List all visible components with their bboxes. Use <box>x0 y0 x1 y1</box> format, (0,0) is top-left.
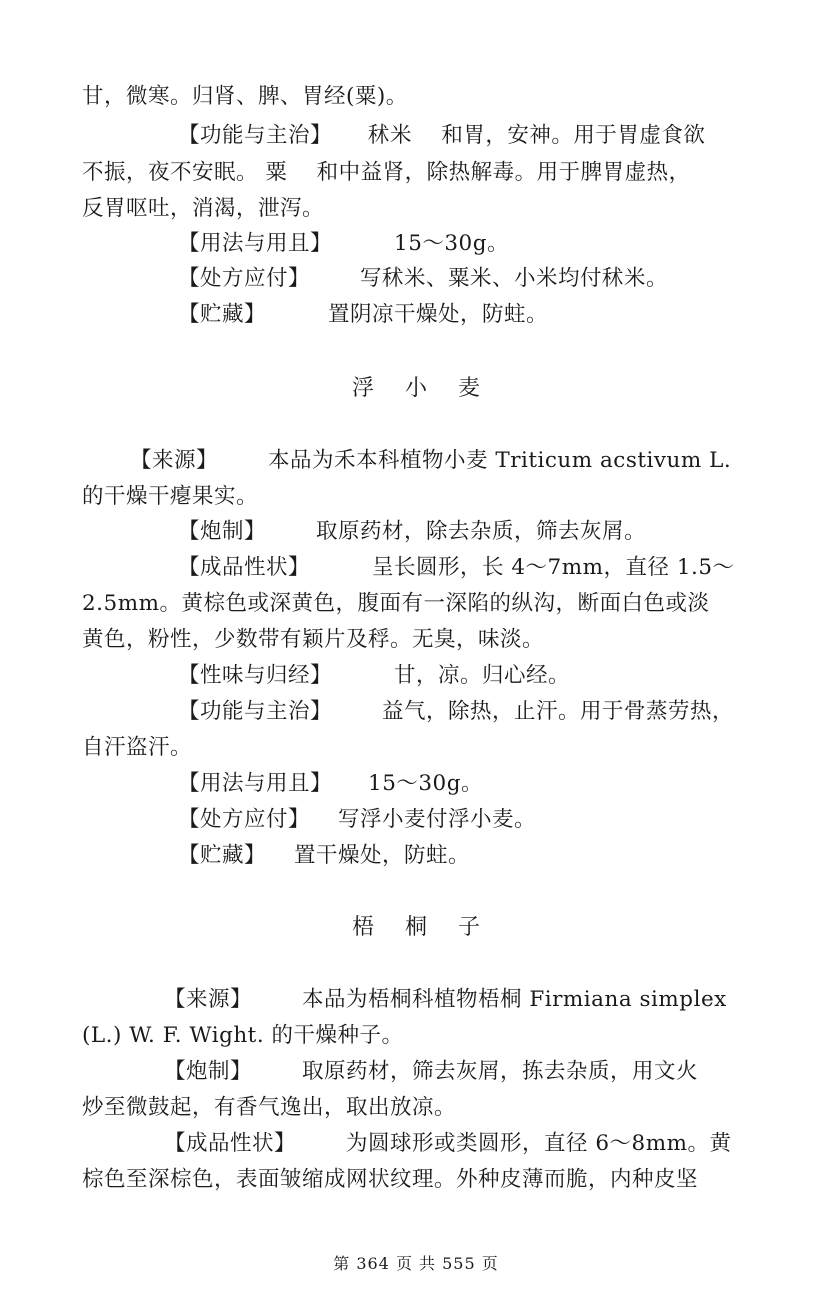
text-line <box>178 769 752 799</box>
page-number-footer: 第 364 页 共 555 页 <box>333 1254 499 1273</box>
text-line <box>178 553 752 583</box>
field-label: 【来源】 <box>130 448 219 473</box>
text-line: 炒至微鼓起，有香气逸出，取出放凉。 <box>82 1095 457 1120</box>
field-text: 写浮小麦付浮小麦。 <box>338 807 537 832</box>
field-label: 【用法与用且】 <box>178 231 333 256</box>
title-char: 子 <box>458 915 481 940</box>
field-text: 取原药材，除去杂质，筛去灰屑。 <box>316 519 647 544</box>
field-label: 【成品性状】 <box>178 555 311 580</box>
section-title <box>0 374 832 404</box>
field-text: 呈长圆形，长 4～7mm，直径 1.5～ <box>372 555 735 580</box>
field-label: 【贮藏】 <box>178 843 267 868</box>
field-label: 【用法与用且】 <box>178 771 333 796</box>
text-line <box>164 985 752 1015</box>
field-text: 15～30g。 <box>394 231 509 256</box>
text-line <box>178 121 752 151</box>
field-text: 秫米 和胃，安神。用于胃虚食欲 <box>368 123 706 148</box>
text-line: 不振，夜不安眠。 粟 和中益肾，除热解毒。用于脾胃虚热， <box>82 160 691 185</box>
field-text: 益气，除热，止汗。用于骨蒸劳热， <box>382 699 735 724</box>
text-line <box>178 517 752 547</box>
field-label: 【贮藏】 <box>178 302 267 327</box>
text-line: 黄色，粉性，少数带有颖片及稃。无臭，味淡。 <box>82 627 545 652</box>
field-text: 置阴凉干燥处，防蛀。 <box>328 302 549 327</box>
field-text: 置干燥处，防蛀。 <box>294 843 471 868</box>
field-text: 15～30g。 <box>368 771 483 796</box>
text-line: 的干燥干瘪果实。 <box>82 484 259 509</box>
title-char: 梧 <box>351 915 374 940</box>
field-text: 甘，凉。归心经。 <box>394 663 571 688</box>
text-line: 甘，微寒。归肾、脾、胃经(粟)。 <box>82 84 408 109</box>
section-title <box>0 913 832 943</box>
field-label: 【处方应付】 <box>178 266 311 291</box>
text-line: (L.) W. F. Wight. 的干燥种子。 <box>82 1023 404 1048</box>
title-char: 麦 <box>458 376 481 401</box>
text-line <box>164 1129 752 1159</box>
text-line <box>178 805 752 835</box>
text-line <box>178 661 752 691</box>
text-line: 2.5mm。黄棕色或深黄色，腹面有一深陷的纵沟，断面白色或淡 <box>82 591 710 616</box>
text-line <box>164 1057 752 1087</box>
text-line <box>130 446 752 476</box>
text-line <box>178 697 752 727</box>
field-label: 【性味与归经】 <box>178 663 333 688</box>
text-line <box>178 300 752 330</box>
field-text: 本品为梧桐科植物梧桐 Firmiana simplex <box>302 987 727 1012</box>
text-line <box>178 841 752 871</box>
text-line <box>178 264 752 294</box>
text-line: 棕色至深棕色，表面皱缩成网状纹理。外种皮薄而脆，内种皮坚 <box>82 1167 699 1192</box>
text-line: 反胃呕吐，消渴，泄泻。 <box>82 196 325 221</box>
field-label: 【炮制】 <box>164 1059 253 1084</box>
field-label: 【来源】 <box>164 987 253 1012</box>
title-char: 小 <box>404 376 427 401</box>
field-label: 【炮制】 <box>178 519 267 544</box>
text-line <box>178 229 752 259</box>
field-label: 【功能与主治】 <box>178 699 333 724</box>
field-text: 本品为禾本科植物小麦 Triticum acstivum L. <box>268 448 732 473</box>
title-char: 桐 <box>404 915 427 940</box>
text-line: 自汗盗汗。 <box>82 735 193 760</box>
field-text: 取原药材，筛去灰屑，拣去杂质，用文火 <box>302 1059 699 1084</box>
title-char: 浮 <box>351 376 374 401</box>
field-label: 【成品性状】 <box>164 1131 297 1156</box>
field-label: 【功能与主治】 <box>178 123 333 148</box>
field-text: 写秫米、粟米、小米均付秫米。 <box>360 266 669 291</box>
field-text: 为圆球形或类圆形，直径 6～8mm。黄 <box>346 1131 732 1156</box>
field-label: 【处方应付】 <box>178 807 311 832</box>
